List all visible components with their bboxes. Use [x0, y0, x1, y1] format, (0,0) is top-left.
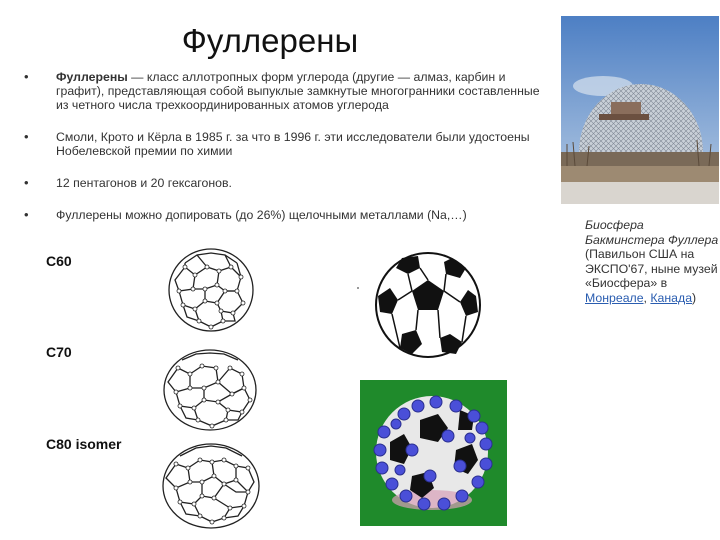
caption-title: Биосфера Бакминстера Фуллера — [585, 218, 719, 247]
biosphere-photo — [561, 16, 719, 204]
definition-text: — класс аллотропных форм углерода (другие — алмаз, карбин и графит), представляющая собой выпуклые замкнутые многогранники составленные из четного числа трехкоординированных атомов углерода — [56, 70, 540, 112]
bullet-dot: • — [24, 69, 29, 84]
bullet-dot: • — [24, 207, 29, 222]
stray-dot — [357, 287, 359, 289]
slide-title: Фуллерены — [181, 22, 359, 59]
c70-label: C70 — [46, 344, 72, 360]
caption-text: (Павильон США на ЭКСПО'67, ныне музей «Биосфера» в — [585, 247, 718, 290]
bullet-list — [24, 70, 544, 222]
doping-text: Фуллерены можно допировать (до 26%) щелочными металлами (Na,…) — [56, 208, 467, 222]
bullet-dot: • — [24, 175, 29, 190]
soccer-ball-image — [372, 250, 484, 360]
c80-label: C80 isomer — [46, 436, 122, 452]
caption-comma: , — [643, 290, 651, 305]
caption-end: ) — [692, 290, 697, 305]
biosphere-photo-graphic — [561, 16, 719, 204]
discovery-text: Смоли, Крото и Кёрла в 1985 г. за что в 1996 г. эти исследователи были удостоены Нобелевской премии по химии — [56, 130, 530, 158]
bullet-doping — [24, 208, 544, 222]
bullet-structure — [24, 176, 544, 190]
bullet-discovery — [24, 130, 544, 158]
photo-caption — [585, 218, 720, 305]
structure-text: 12 пентагонов и 20 гексагонов. — [56, 176, 232, 190]
bullet-dot: • — [24, 129, 29, 144]
link-montreal[interactable]: Монреале — [585, 290, 644, 305]
c60-molecule-image — [165, 245, 257, 335]
c80-molecule-image — [160, 440, 262, 532]
doped-fullerene-graphic — [360, 380, 507, 526]
doped-fullerene-image — [360, 380, 507, 526]
term-fullerenes: Фуллерены — [56, 70, 128, 84]
c60-label: C60 — [46, 253, 72, 269]
bullet-definition — [24, 70, 544, 112]
link-canada[interactable]: Канада — [650, 290, 693, 305]
c70-molecule-image — [160, 346, 260, 434]
